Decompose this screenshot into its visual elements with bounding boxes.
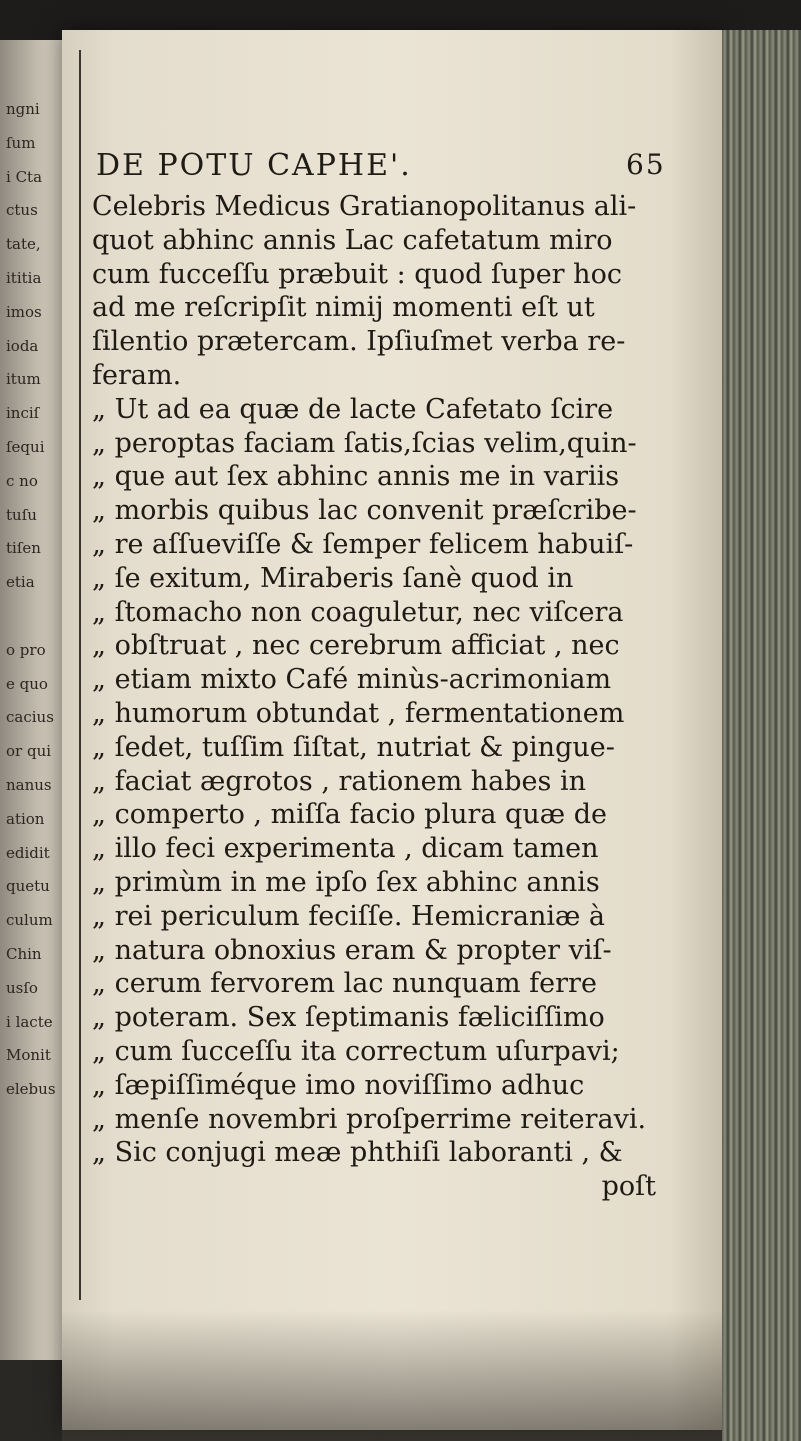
left-page-fragment: ſum [6, 133, 36, 152]
text-line: „ menſe novembri proſperrime reiteravi. [92, 1103, 647, 1135]
text-line: „ primùm in me ipſo ſex abhinc annis [92, 866, 600, 898]
left-page-fragment: ctus [6, 201, 38, 220]
text-line: quot abhinc annis Lac cafetatum miro [92, 224, 613, 256]
text-line: „ Sic conjugi meæ phthiſi laboranti , & [92, 1137, 623, 1169]
left-page-fragment: or qui [6, 742, 52, 761]
gutter-rule [79, 50, 81, 1300]
text-line: Celebris Medicus Gratianopolitanus ali- [92, 191, 637, 222]
left-page-fragment: ſequi [6, 438, 45, 456]
left-page-fragment: tiſen [6, 539, 41, 558]
left-page-fragment: ngni [6, 100, 40, 118]
left-page-edge [0, 40, 70, 1360]
text-line: „ morbis quibus lac convenit præſcribe- [92, 495, 637, 527]
text-line: „ ſe exitum, Miraberis ſanè quod in [92, 562, 574, 594]
text-line: „ cerum fervorem lac nunquam ferre [92, 968, 597, 1000]
left-page-fragment: Monit [6, 1046, 51, 1065]
text-line: „ peroptas faciam ſatis,ſcias velim,quin- [92, 427, 637, 459]
text-line: poſt [601, 1171, 656, 1203]
text-line: „ obſtruat , nec cerebrum afficiat , nec [92, 630, 620, 662]
text-line: feram. [92, 359, 182, 391]
left-page-fragment: cacius [6, 708, 54, 727]
text-line: „ cum ſucceſſu ita correctum uſurpavi; [92, 1035, 620, 1067]
text-line: „ etiam mixto Café minùs-acrimoniam [92, 664, 612, 696]
left-page-fragment: ioda [6, 336, 39, 355]
left-page-fragment: Chin [6, 945, 42, 963]
left-page-fragment: ation [6, 809, 45, 828]
left-page-fragment: inciſ [6, 404, 40, 423]
left-page-fragment: etia [6, 573, 35, 592]
text-line: „ illo feci experimenta , dicam tamen [92, 833, 599, 865]
text-line: „ faciat ægrotos , rationem habes in [92, 765, 586, 797]
text-line: „ comperto , miſſa facio plura quæ de [92, 799, 607, 831]
left-page-fragment: culum [6, 911, 53, 930]
left-page-fragment: imos [6, 302, 42, 321]
left-page-fragment: o pro [6, 640, 46, 659]
text-line: ſilentio prætercam. Ipſiuſmet verba re- [92, 326, 626, 358]
text-line: „ re aſſueviſſe & ſemper felicem habuiſ- [92, 528, 634, 560]
left-page-fragment: elebus [6, 1080, 56, 1099]
left-page-fragment: quetu [6, 877, 50, 896]
body-text [92, 190, 692, 1204]
text-line: cum fucceſſu præbuit : quod ſuper hoc [92, 258, 622, 290]
left-page-fragment: itum [6, 370, 41, 389]
left-page-fragment: edidit [6, 843, 50, 862]
left-page-fragment: usſo [6, 978, 38, 997]
left-page-fragment: tate, [6, 235, 41, 254]
left-page-fragment: tuſu [6, 505, 37, 524]
left-page-fragment: i Cta [6, 167, 43, 186]
text-line: „ ſedet, tuſſim ſiſtat, nutriat & pingue- [92, 731, 615, 763]
text-line: „ rei periculum feciſſe. Hemicraniæ à [92, 900, 606, 932]
text-line: „ ſtomacho non coaguletur, nec viſcera [92, 596, 624, 628]
text-line: „ humorum obtundat , fermentationem [92, 697, 625, 729]
page-number: 65 [626, 148, 666, 181]
left-page-fragment: c no [6, 471, 38, 490]
text-line: „ natura obnoxius eram & propter viſ- [92, 934, 612, 966]
right-page-edges [722, 30, 801, 1441]
header-title: DE POTU CAPHE'. [96, 148, 412, 183]
bottom-shadow [62, 1310, 722, 1441]
left-page-fragment: e quo [6, 674, 48, 693]
left-page-fragment: nanus [6, 776, 52, 794]
left-page-fragment: i lacte [6, 1012, 53, 1031]
running-header [96, 148, 666, 183]
left-page-fragment: ititia [6, 269, 42, 287]
text-line: „ ſæpiſſiméque imo noviſſimo adhuc [92, 1069, 585, 1101]
text-line: ad me reſcripſit nimij momenti eſt ut [92, 292, 595, 324]
text-line: „ poteram. Sex ſeptimanis fæliciſſimo [92, 1002, 605, 1034]
text-line: „ que aut ſex abhinc annis me in variis [92, 461, 620, 493]
text-line: „ Ut ad ea quæ de lacte Cafetato ſcire [92, 393, 614, 425]
